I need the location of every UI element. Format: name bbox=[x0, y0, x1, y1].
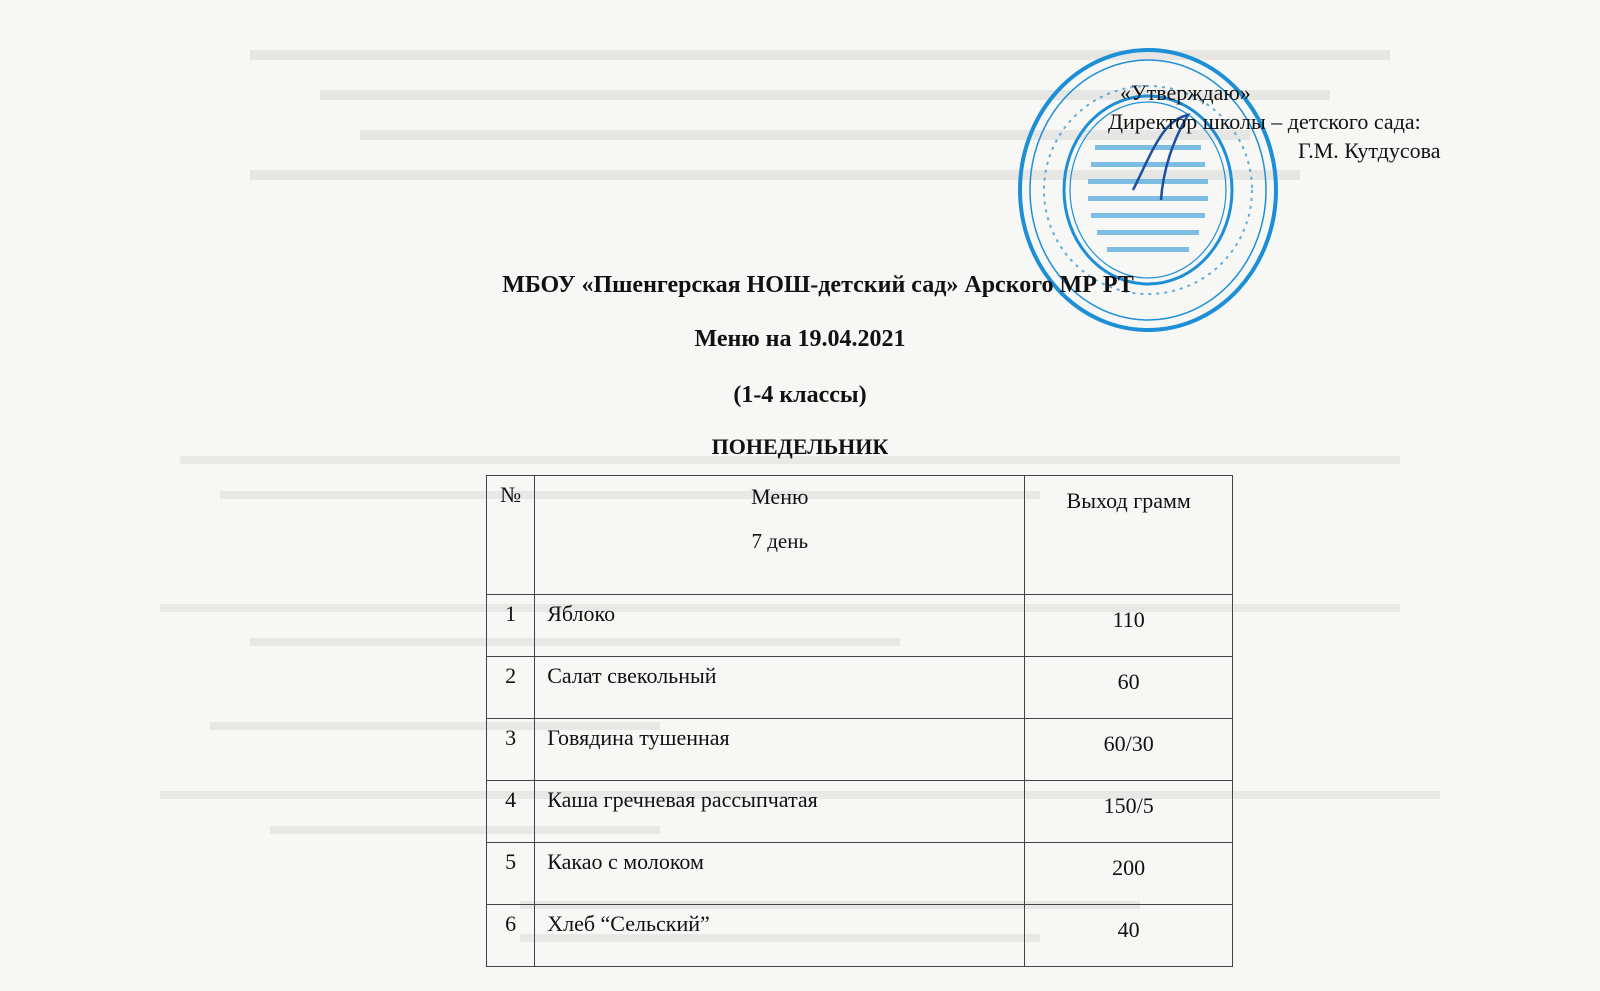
table-row bbox=[487, 657, 1233, 719]
table-row bbox=[487, 843, 1233, 905]
row-dish: Каша гречневая рассыпчатая bbox=[535, 781, 1025, 843]
row-number: 6 bbox=[487, 905, 535, 967]
header-menu-label: Меню bbox=[751, 484, 809, 509]
row-number: 4 bbox=[487, 781, 535, 843]
approval-heading: «Утверждаю» bbox=[1120, 80, 1251, 105]
table-header-row bbox=[487, 476, 1233, 595]
row-output: 200 bbox=[1025, 843, 1233, 905]
row-dish: Какао с молоком bbox=[535, 843, 1025, 905]
row-output: 110 bbox=[1025, 595, 1233, 657]
header-menu bbox=[535, 476, 1025, 595]
row-output: 60 bbox=[1025, 657, 1233, 719]
row-number: 5 bbox=[487, 843, 535, 905]
header-output: Выход грамм bbox=[1025, 476, 1233, 595]
row-output: 40 bbox=[1025, 905, 1233, 967]
approval-signatory: Г.М. Кутдусова bbox=[1298, 138, 1441, 163]
menu-date-title: Меню на 19.04.2021 bbox=[694, 326, 906, 352]
row-number: 1 bbox=[487, 595, 535, 657]
table-row bbox=[487, 719, 1233, 781]
table-row bbox=[487, 905, 1233, 967]
row-dish: Говядина тушенная bbox=[535, 719, 1025, 781]
row-number: 3 bbox=[487, 719, 535, 781]
row-dish: Салат свекольный bbox=[535, 657, 1025, 719]
row-number: 2 bbox=[487, 657, 535, 719]
row-output: 150/5 bbox=[1025, 781, 1233, 843]
table-row bbox=[487, 595, 1233, 657]
row-output: 60/30 bbox=[1025, 719, 1233, 781]
row-dish: Хлеб “Сельский” bbox=[535, 905, 1025, 967]
grades-title: (1-4 классы) bbox=[733, 382, 867, 408]
header-number: № bbox=[487, 476, 535, 595]
approval-block bbox=[1108, 78, 1441, 165]
header-menu-day: 7 день bbox=[751, 529, 809, 553]
table-row bbox=[487, 781, 1233, 843]
menu-table bbox=[486, 475, 1233, 967]
row-dish: Яблоко bbox=[535, 595, 1025, 657]
weekday-title: ПОНЕДЕЛЬНИК bbox=[711, 434, 889, 459]
organization-title: МБОУ «Пшенгерская НОШ-детский сад» Арского МР РТ bbox=[502, 272, 1134, 298]
approval-position: Директор школы – детского сада: bbox=[1108, 109, 1421, 134]
